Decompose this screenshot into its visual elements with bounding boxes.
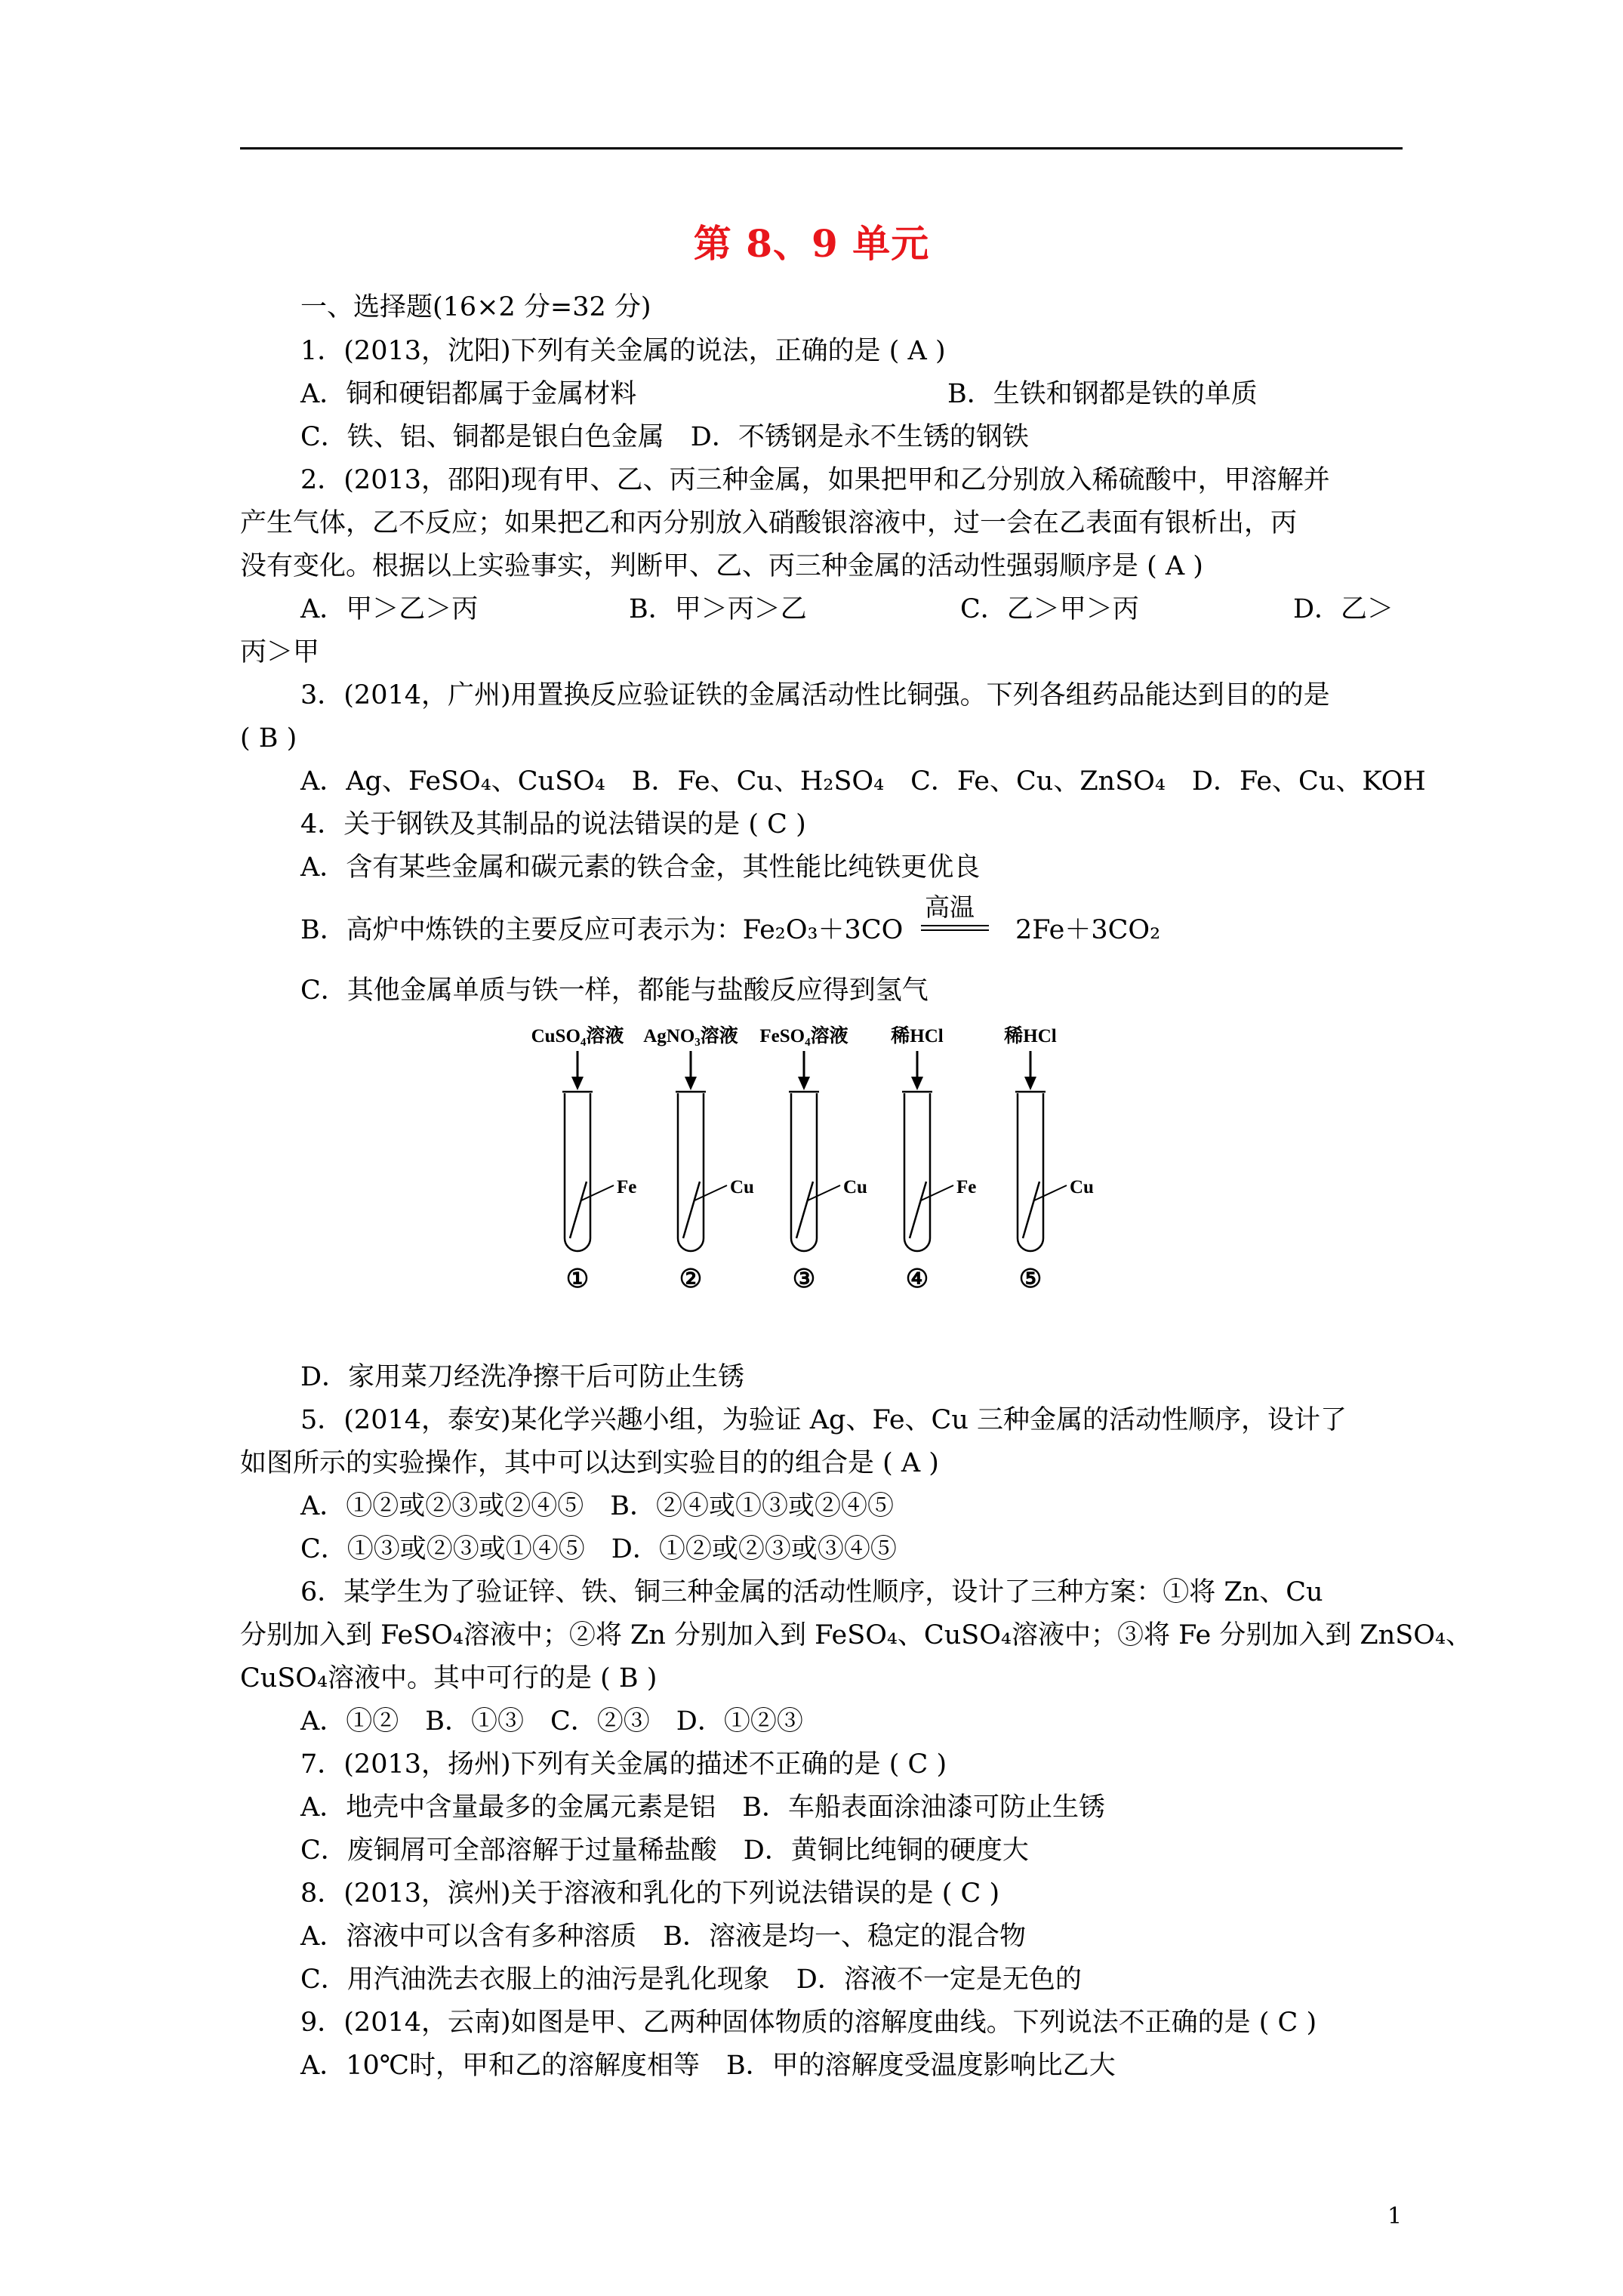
- test-tube: [791, 1093, 817, 1251]
- arrow-head: [798, 1077, 810, 1090]
- reagent-label: 稀HCl: [1004, 1026, 1057, 1046]
- q3-options: A．Ag、FeSO₄、CuSO₄ B．Fe、Cu、H₂SO₄ C．Fe、Cu、ZnSO₄ D．Fe、Cu、KOH: [300, 766, 1426, 797]
- q8-options-cd: C．用汽油洗去衣服上的油污是乳化现象 D．溶液不一定是无色的: [300, 1965, 1082, 1995]
- reaction-arrow-line: [921, 925, 989, 926]
- metal-label: Cu: [1070, 1177, 1094, 1197]
- q7-options-ab: A．地壳中含量最多的金属元素是铝 B．车船表面涂油漆可防止生锈: [300, 1792, 1105, 1823]
- metal-label: Fe: [956, 1177, 977, 1197]
- q4-option-b-product: 2Fe＋3CO₂: [1015, 915, 1161, 945]
- page-number: 1: [1387, 2203, 1403, 2230]
- q2-option-c: C．乙＞甲＞丙: [960, 594, 1139, 624]
- reagent-label: 稀HCl: [891, 1026, 944, 1046]
- q6-options: A．①② B．①③ C．②③ D．①②③: [300, 1706, 803, 1737]
- q4-stem: 4．关于钢铁及其制品的说法错误的是 ( C ): [300, 809, 806, 840]
- metal-strip: [796, 1182, 813, 1238]
- reagent-label: FeSO₄溶液: [759, 1026, 848, 1046]
- arrow-head: [911, 1077, 923, 1090]
- metal-label: Cu: [730, 1177, 754, 1197]
- test-tube: [1018, 1093, 1043, 1251]
- q1-option-a: A．铜和硬铝都属于金属材料: [300, 379, 637, 409]
- section-heading: 一、选择题(16×2 分=32 分): [300, 292, 651, 322]
- q1-stem: 1．(2013，沈阳)下列有关金属的说法，正确的是 ( A ): [300, 336, 946, 366]
- metal-strip: [683, 1182, 700, 1238]
- header-rule: [240, 147, 1403, 149]
- q2-line-3: 没有变化。根据以上实验事实，判断甲、乙、丙三种金属的活动性强弱顺序是 ( A ): [240, 551, 1203, 581]
- q2-option-d: D．乙＞: [1293, 594, 1394, 624]
- metal-label: Fe: [617, 1177, 637, 1197]
- q2-option-b: B．甲＞丙＞乙: [629, 594, 807, 624]
- reaction-arrow-line: [921, 929, 989, 931]
- q3-line-1: 3．(2014，广州)用置换反应验证铁的金属活动性比铜强。下列各组药品能达到目的的是: [300, 680, 1330, 710]
- q6-line-3: CuSO₄溶液中。其中可行的是 ( B ): [240, 1663, 658, 1693]
- q4-option-d: D．家用菜刀经洗净擦干后可防止生锈: [300, 1362, 745, 1392]
- q5-options-cd: C．①③或②③或①④⑤ D．①②或②③或③④⑤: [300, 1534, 897, 1564]
- q7-stem: 7．(2013，扬州)下列有关金属的描述不正确的是 ( C ): [300, 1749, 947, 1780]
- metal-pointer: [808, 1185, 840, 1200]
- metal-strip: [570, 1182, 587, 1238]
- q5-options-ab: A．①②或②③或②④⑤ B．②④或①③或②④⑤: [300, 1491, 894, 1521]
- metal-strip: [910, 1182, 926, 1238]
- q2-line-2: 产生气体，乙不反应；如果把乙和丙分别放入硝酸银溶液中，过一会在乙表面有银析出，丙: [240, 508, 1298, 538]
- q2-option-a: A．甲＞乙＞丙: [300, 594, 479, 624]
- test-tube: [904, 1093, 930, 1251]
- tube-number: ④: [905, 1265, 929, 1293]
- test-tube-figure: [531, 1019, 1132, 1306]
- q8-stem: 8．(2013，滨州)关于溶液和乳化的下列说法错误的是 ( C ): [300, 1878, 1000, 1909]
- tube-number: ⑤: [1018, 1265, 1042, 1293]
- test-tube: [678, 1093, 704, 1251]
- q2-line-1: 2．(2013，邵阳)现有甲、乙、丙三种金属，如果把甲和乙分别放入稀硫酸中，甲溶解并: [300, 465, 1330, 495]
- q5-line-2: 如图所示的实验操作，其中可以达到实验目的的组合是 ( A ): [240, 1448, 939, 1478]
- metal-strip: [1023, 1182, 1039, 1238]
- metal-pointer: [581, 1185, 614, 1200]
- metal-pointer: [1034, 1185, 1067, 1200]
- q9-options-ab: A．10℃时，甲和乙的溶解度相等 B．甲的溶解度受温度影响比乙大: [300, 2051, 1116, 2081]
- q9-stem: 9．(2014，云南)如图是甲、乙两种固体物质的溶解度曲线。下列说法不正确的是 ( C ): [300, 2008, 1317, 2038]
- q4-option-c: C．其他金属单质与铁一样，都能与盐酸反应得到氢气: [300, 975, 929, 1006]
- q3-line-2: ( B ): [240, 723, 297, 754]
- q1-option-cd: C．铁、铝、铜都是银白色金属 D．不锈钢是永不生锈的钢铁: [300, 422, 1029, 452]
- reagent-label: CuSO₄溶液: [531, 1026, 624, 1046]
- reaction-condition: 高温: [925, 892, 975, 922]
- q6-line-2: 分别加入到 FeSO₄溶液中；②将 Zn 分别加入到 FeSO₄、CuSO₄溶液中；③将 Fe 分别加入到 ZnSO₄、: [240, 1620, 1472, 1650]
- q1-option-b: B．生铁和钢都是铁的单质: [947, 379, 1258, 409]
- metal-label: Cu: [843, 1177, 867, 1197]
- reagent-label: AgNO₃溶液: [643, 1026, 738, 1046]
- tube-number: ②: [679, 1265, 703, 1293]
- page-title: 第 8、9 单元: [693, 221, 930, 266]
- metal-pointer: [921, 1185, 953, 1200]
- arrow-head: [571, 1077, 584, 1090]
- q4-option-a: A．含有某些金属和碳元素的铁合金，其性能比纯铁更优良: [300, 852, 981, 883]
- metal-pointer: [694, 1185, 727, 1200]
- test-tube: [565, 1093, 590, 1251]
- q4-option-b: B．高炉中炼铁的主要反应可表示为：Fe₂O₃＋3CO: [300, 915, 904, 945]
- arrow-head: [685, 1077, 697, 1090]
- tube-number: ③: [792, 1265, 816, 1293]
- q2-option-d-cont: 丙＞甲: [240, 637, 320, 667]
- q6-line-1: 6．某学生为了验证锌、铁、铜三种金属的活动性顺序，设计了三种方案：①将 Zn、Cu: [300, 1577, 1323, 1607]
- q5-line-1: 5．(2014，泰安)某化学兴趣小组，为验证 Ag、Fe、Cu 三种金属的活动性顺序，设计了: [300, 1405, 1347, 1435]
- q7-options-cd: C．废铜屑可全部溶解于过量稀盐酸 D．黄铜比纯铜的硬度大: [300, 1835, 1029, 1866]
- arrow-head: [1024, 1077, 1036, 1090]
- tube-number: ①: [565, 1265, 590, 1293]
- q8-options-ab: A．溶液中可以含有多种溶质 B．溶液是均一、稳定的混合物: [300, 1922, 1026, 1952]
